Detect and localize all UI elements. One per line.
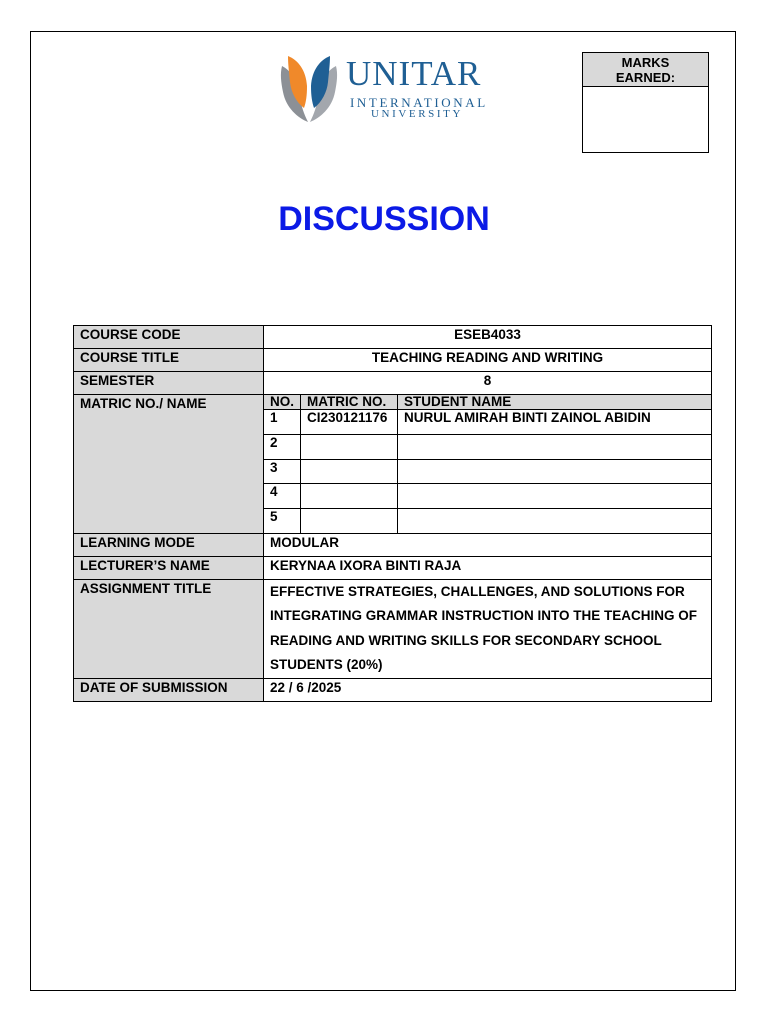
student-matric: CI230121176 (301, 410, 398, 435)
marks-label-line2: EARNED: (615, 70, 676, 85)
student-row (264, 484, 711, 509)
student-row (264, 509, 711, 533)
student-matric (301, 459, 398, 484)
student-matric (301, 509, 398, 533)
unitar-emblem-icon (276, 52, 342, 128)
assignment-title-line: INTEGRATING GRAMMAR INSTRUCTION INTO THE TEACHING OF (270, 608, 697, 624)
student-name (398, 459, 711, 484)
student-no: 3 (264, 459, 301, 484)
marks-earned-box (582, 52, 709, 153)
course-title-label: COURSE TITLE (74, 349, 264, 372)
matric-label: MATRIC NO./ NAME (74, 395, 264, 534)
logo-name: UNITAR (346, 54, 482, 93)
assignment-title-line: READING AND WRITING SKILLS FOR SECONDARY SCHOOL (270, 632, 662, 648)
assignment-row (74, 579, 712, 678)
learning-mode-value: MODULAR (264, 533, 712, 556)
student-row (264, 434, 711, 459)
semester-label: SEMESTER (74, 372, 264, 395)
student-name (398, 509, 711, 533)
marks-label-line1: MARKS (621, 55, 670, 70)
course-title-value: TEACHING READING AND WRITING (264, 349, 712, 372)
students-header-row (264, 395, 711, 410)
assignment-label: ASSIGNMENT TITLE (74, 579, 264, 678)
marks-earned-label (583, 53, 708, 87)
students-cell (264, 395, 712, 534)
lecturer-row (74, 556, 712, 579)
course-code-value: ESEB4033 (264, 326, 712, 349)
page-title: DISCUSSION (278, 200, 490, 238)
student-name: NURUL AMIRAH BINTI ZAINOL ABIDIN (398, 410, 711, 435)
student-row (264, 459, 711, 484)
assignment-title (264, 579, 712, 678)
submission-date: 22 / 6 /2025 (264, 678, 712, 701)
students-table (264, 395, 711, 533)
submission-row (74, 678, 712, 701)
student-no: 1 (264, 410, 301, 435)
student-name (398, 484, 711, 509)
student-matric (301, 434, 398, 459)
cover-info-table (73, 325, 712, 702)
course-code-row (74, 326, 712, 349)
students-header-matric: MATRIC NO. (301, 395, 398, 410)
submission-label: DATE OF SUBMISSION (74, 678, 264, 701)
learning-mode-label: LEARNING MODE (74, 533, 264, 556)
student-name (398, 434, 711, 459)
semester-value: 8 (264, 372, 712, 395)
matric-row (74, 395, 712, 534)
student-no: 2 (264, 434, 301, 459)
logo-subtitle-line2: UNIVERSITY (371, 108, 463, 120)
assignment-title-line: STUDENTS (20%) (270, 657, 383, 673)
lecturer-label: LECTURER’S NAME (74, 556, 264, 579)
student-no: 5 (264, 509, 301, 533)
semester-row (74, 372, 712, 395)
learning-mode-row (74, 533, 712, 556)
unitar-logo (276, 52, 486, 128)
lecturer-value: KERYNAA IXORA BINTI RAJA (264, 556, 712, 579)
students-header-name: STUDENT NAME (398, 395, 711, 410)
student-row (264, 410, 711, 435)
course-title-row (74, 349, 712, 372)
student-matric (301, 484, 398, 509)
assignment-title-line: EFFECTIVE STRATEGIES, CHALLENGES, AND SOLUTIONS FOR (270, 583, 685, 599)
course-code-label: COURSE CODE (74, 326, 264, 349)
logo-subtitle-line1: INTERNATIONAL (350, 95, 488, 110)
students-header-no: NO. (264, 395, 301, 410)
student-no: 4 (264, 484, 301, 509)
